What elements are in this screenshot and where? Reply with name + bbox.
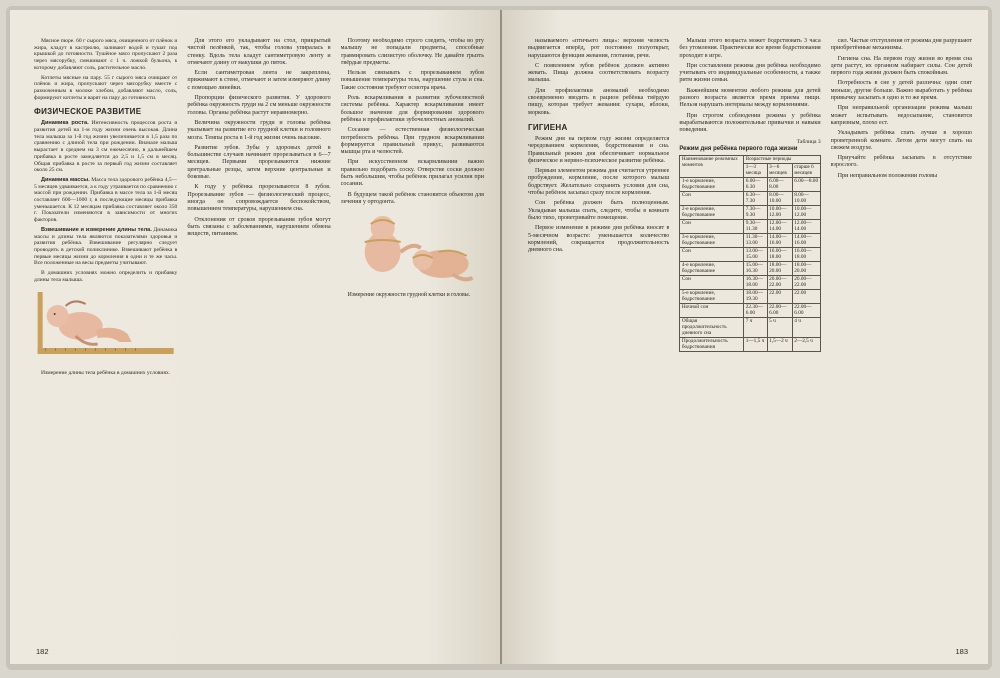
table-cell: 11.30—13.00 [744,233,767,247]
table-row [680,177,820,191]
body-paragraph: Если сантиметровая лента не закреплена, прижимают к стене, отмечают и затем измеряют длину с помощью линейки. [187,70,331,91]
table-cell: 22.00 [767,289,792,303]
runin-label: Динамика массы. [41,176,90,183]
body-paragraph: Гигиена сна. На первом году жизни во время сна дети растут, их организм набирает силы. Сон детей первого года жизни должен быть спокойным. [830,55,972,77]
table-header-cell: Наименование режимных моментов [680,155,744,177]
page-number: 182 [36,647,49,656]
table-cell: 10.00—12.00 [767,205,792,219]
table-cell: 6.30—7.30 [744,191,767,205]
figure-caption: Измерение окружности грудной клетки и головы. [347,292,471,299]
table-cell: 22.00 [792,289,820,303]
body-paragraph: Развитие зубов. Зубы у здоровых детей в большинстве случаев начинают прорезываться в 6—7 месяцев. Первыми прорезываются нижние центральные резцы, затем верхние центральные и боковые. [187,144,331,181]
table-cell: 10.00—12.00 [792,205,820,219]
section-heading-hygiene: ГИГИЕНА [528,122,568,132]
body-paragraph: Сосание — естественная физиологическая потребность ребёнка. При грудном вскармливании формируется правильный прикус, развиваются мышцы рта и челюстей. [340,127,484,156]
left-page-columns [34,38,484,634]
table-title: Режим дня ребёнка первого года жизни [679,145,798,152]
body-paragraph: Нельзя связывать с прорезыванием зубов повышение температуры тела, нарушение стула и сна. Такие состояния требуют осмотра врача. [340,70,484,91]
table-cell: 12.00—14.00 [767,219,792,233]
page-number: 183 [955,647,968,656]
runin-label: Взвешивание и измерение длины тела. [41,226,152,233]
right-col-3 [831,38,972,634]
body-paragraph: Отклонения от сроков прорезывания зубов могут быть связаны с заболеваниями, нарушением обмена веществ, питанием. [187,216,331,238]
table-cell: 5-е кормление, бодрствование [680,289,744,303]
book-spread [6,6,992,670]
table-header-cell: старше 6 месяцев [792,163,820,177]
table-cell: 1,5—2 ч [767,337,792,351]
body-paragraph: Роль вскармливания в развитии зубочелюстной системы ребёнка. Характер вскармливания имеет большое значение для формирования здорового ребёнка и профилактики зубочелюстных аномалий. [340,95,484,123]
body-paragraph: называемого «птичьего лица»: верхняя челюсть выдвигается вперёд, рот постоянно полуоткрыт, нарушаются функции жевания, глотания, речи. [528,38,670,59]
table-row [680,289,820,303]
body-paragraph: Укладывать ребёнка спать лучше в хорошо проветренной комнате. Летом дети могут спать на свежем воздухе. [830,130,972,151]
runin-label: Динамика роста. [41,120,89,127]
table-cell: Сон [680,219,744,233]
right-col-2 [679,38,820,634]
chest-measuring-illustration [341,212,484,290]
body-paragraph: Величина окружности груди и головы ребёнка указывает на развитие его грудной клетки и головного мозга. Темпы роста в 1-й год жизни очень высокие. [187,119,331,141]
table-cell: 1-е кормление, бодрствование [680,177,744,191]
table-number-label: Таблица 3 [796,138,821,145]
table-cell: 6.00—8.00 [767,177,792,191]
body-paragraph: Для этого его укладывают на стол, прикрытый чистой пелёнкой, так, чтобы голова упиралась в стенку. Вдоль тела кладут сантиметровую ленту и отмечают длину от макушки до пяток. [187,38,331,66]
table-cell: 7.30—9.30 [744,205,767,219]
table-cell: 16.30—18.00 [744,275,767,289]
body-paragraph: Режим дня на первом году жизни определяется чередованием кормления, бодрствования и сна. Правильный режим дня обеспечивает нормальное физическое и нервно-психическое развитие ребёнка. [528,135,670,164]
table-cell: 16.00—18.00 [792,247,820,261]
recipe-paragraph: Мясное пюре. 60 г сырого мяса, очищенного от плёнок и жира, кладут в кастрюлю, заливают водой и тушат под крышкой до готовности. Тушёное мясо пропускают 2 раза через мясорубку, смешивают с 1 ч. ложкой бульона, к которому добавляют соль, растительное масло. [34,38,178,71]
section-text: Динамика массы и длины тела являются показателями здоровья и развития ребёнка. Взвешивание регулярно следует проводить в детской поликлинике. Взвешивают ребёнка в первые месяцы жизни до кормления в одни и те же часы. Все положенные на весы предметы учитывают. [34,226,178,267]
table-cell: 4 ч [792,317,820,337]
body-paragraph: Для профилактики аномалий необходимо своевременно вводить в рацион ребёнка твёрдую пищу, которая требует жевания: сухари, яблоки, морковь. [528,87,670,116]
table-cell: 22.30—6.00 [744,303,767,317]
body-paragraph: В будущем такой ребёнок становится объектом для лечения у ортодонта. [340,191,484,205]
left-col-3 [341,38,484,634]
section-text: Масса тела здорового ребёнка 4,5—5 месяцев удваивается, а к году утраивается по сравнению с массой при рождении. Прибавка в массе тела за 1-й месяц составляет 600—1000 г, в последующие месяцы прибавка уменьшается. К 12 месяцам прибавка составляет около 350 г. Показатели изменяются в зависимости от многих факторов. [34,176,178,224]
table-cell: 5 ч [767,317,792,337]
body-paragraph: При искусственном вскармливании важно правильно подобрать соску. Отверстие соски должно быть небольшим, чтобы ребёнок прилагал усилия при сосании. [340,159,484,188]
table-row [680,261,820,275]
table-row [680,303,820,317]
table-cell: 1—1,5 ч [744,337,767,351]
section-text: Интенсивность процессов роста и развития детей на 1-м году жизни очень высокая. Длина тела малыша за 1-й год жизни увеличивается в 1,5 раза по сравнению с длиной тела при рождении. Вначале малыш вырастает в среднем на 3 см ежемесячно, в дальнейшем прибавка в росте замедляется до 2,5 и 1,5 см в месяц. Общая прибавка в росте за первый год жизни составляет около 25 см. [34,120,178,174]
body-paragraph: Пропорции физического развития. У здорового ребёнка окружность груди на 2 см меньше окружности головы. Органы ребёнка растут неравномерно. [187,95,331,116]
infant-measuring-icon [34,290,177,368]
table-row [680,219,820,233]
body-paragraph: Потребность в сне у детей различна: одни спят меньше, другие больше. Важно выработать у ребёнка привычку засыпать в одно и то же время. [830,80,972,102]
body-paragraph: Приучайте ребёнка засыпать в отсутствие взрослого. [830,155,972,169]
table-cell: 22.00—6.00 [792,303,820,317]
table-cell: Общая продолжительность дневного сна [680,317,744,337]
table-cell: 18.00—20.00 [767,261,792,275]
table-cell: 13.00—15.00 [744,247,767,261]
section-heading-physical-development: ФИЗИЧЕСКОЕ РАЗВИТИЕ [34,107,142,117]
table-cell: Продолжительность бодрствования [680,337,744,351]
right-col-1 [528,38,669,634]
table-cell: 4-е кормление, бодрствование [680,261,744,275]
table-row [680,275,820,289]
table-group-header: Возрастные периоды [744,155,820,163]
left-page [10,10,500,664]
body-paragraph: При неправильной организации режима малыш может испытывать недосыпание, становится капризным, плохо ест. [830,105,972,126]
body-paragraph: Поэтому необходимо строго следить, чтобы во рту малышу не попадали предметы, способные травмировать слизистую оболочку. Не давайте грызть твёрдые предметы. [340,38,484,66]
table-cell: 14.00—16.00 [792,233,820,247]
right-page-columns [528,38,972,634]
table-cell: 9.30—11.30 [744,219,767,233]
body-paragraph: При составлении режима дня ребёнка необходимо учитывать его индивидуальные особенности, а также ритм жизни семьи. [679,62,821,84]
table-cell: 12.00—14.00 [792,219,820,233]
table-header-row [680,155,820,163]
table-cell: Сон [680,191,744,205]
body-paragraph: Первое изменение в режиме дня ребёнка вносят в 5-месячном возрасте: уменьшается количество кормлений, сокращается продолжительность дневного сна. [528,225,670,254]
body-paragraph: К году у ребёнка прорезываются 8 зубов. Прорезывание зубов — физиологический процесс, иногда он сопровождается беспокойством, повышением температуры, нарушением сна. [187,184,331,213]
chest-measuring-icon [341,212,484,290]
section-paragraph [34,177,177,224]
daily-regime-table [679,155,820,352]
table-cell: 8.00—10.00 [767,191,792,205]
table-header-cell: 1—3 месяца [744,163,767,177]
left-col-2 [187,38,330,634]
table-cell: 7 ч [744,317,767,337]
right-page [502,10,988,664]
body-paragraph: сил. Частые отступления от режима дня разрушают приобретённые механизмы. [830,38,972,52]
left-col-1 [34,38,177,634]
body-paragraph: Сон ребёнка должен быть полноценным. Укладывая малыша спать, следите, чтобы в комнате было тихо, проветривайте помещение. [528,200,670,221]
table-header-cell: 3—6 месяцев [767,163,792,177]
table-body [680,177,820,351]
section-paragraph [34,120,177,174]
table-cell: 14.00—16.00 [767,233,792,247]
table-row [680,205,820,219]
table-cell: 18.00—19.30 [744,289,767,303]
table-cell: 2—2,5 ч [792,337,820,351]
recipe-paragraph: Котлеты мясные на пару. 55 г сырого мяса очищают от плёнок и жира, пропускают через мясорубку вместе с размоченным в молоке хлебом, добавляют масло, соль, формируют котлеты и варят на пару до готовности. [34,74,178,101]
table-cell: 18.00—20.00 [792,261,820,275]
table-cell: Сон [680,247,744,261]
table-cell: 15.00—16.30 [744,261,767,275]
figure-caption: Измерение длины тела ребёнка в домашних условиях. [41,369,171,376]
infant-measuring-illustration [34,290,177,368]
body-paragraph: Первым элементом режима дня считается утреннее пробуждение, кормление, после которого малыш бодрствует. Желательно сохранять условия для сна, чтобы ребёнок засыпал сразу после кормления. [528,168,670,197]
table-cell: Ночной сон [680,303,744,317]
table-row [680,233,820,247]
body-paragraph: Важнейшим моментом любого режима для детей разного возраста является время приема пищи. Нельзя нарушать интервалы между кормлениями. [679,87,821,109]
section-paragraph: В домашних условиях можно определить и прибавку длины тела малыша. [34,270,178,283]
table-cell: 8.00—10.00 [792,191,820,205]
table-cell: 6.00—6.30 [744,177,767,191]
table-cell: 16.00—18.00 [767,247,792,261]
table-cell: 2-е кормление, бодрствование [680,205,744,219]
body-paragraph: При неправильном положении головы [837,172,938,179]
table-cell: 20.00—22.00 [767,275,792,289]
table-cell: 6.00—8.00 [792,177,820,191]
body-paragraph: При строгом соблюдении режима у ребёнка вырабатываются положительные привычки и навыки поведения. [679,112,821,134]
table-row [680,337,820,351]
body-paragraph: Малыш этого возраста может бодрствовать 3 часа без утомления. Практически все время бодрствования проходит в игре. [679,38,821,59]
table-row [680,247,820,261]
table-cell: 3-е кормление, бодрствование [680,233,744,247]
body-paragraph: С появлением зубов ребёнок должен активно жевать. Пища должна соответствовать возрасту малыша. [528,62,670,84]
table-cell: 22.00—6.00 [767,303,792,317]
table-row [680,191,820,205]
table-row [680,317,820,337]
table-cell: Сон [680,275,744,289]
table-cell: 20.00—22.00 [792,275,820,289]
section-paragraph [34,227,177,267]
